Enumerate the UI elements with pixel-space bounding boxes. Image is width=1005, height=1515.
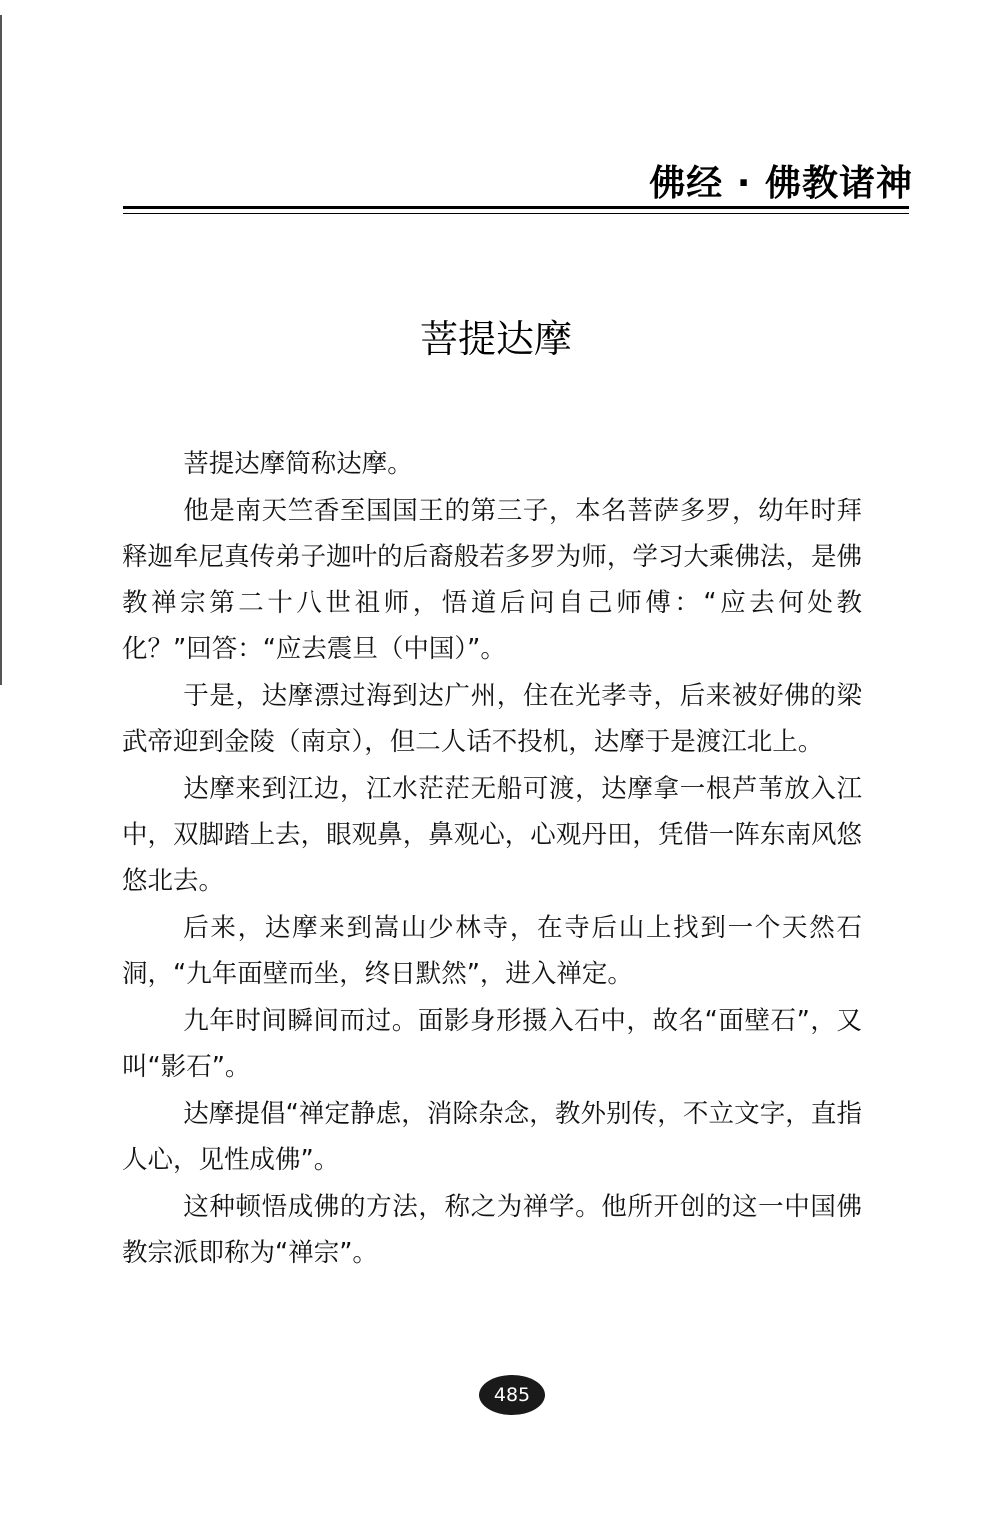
paragraph: 菩提达摩简称达摩。 <box>183 449 413 479</box>
paragraph: 九年时间瞬间而过。面影身形摄入石中，故名“面壁石”，又叫“影石”。 <box>122 1006 862 1082</box>
paragraph: 达摩提倡“禅定静虑，消除杂念，教外别传，不立文字，直指人心，见性成佛”。 <box>122 1099 862 1175</box>
page-number-badge: 485 <box>479 1375 545 1415</box>
paragraph: 他是南天竺香至国国王的第三子，本名菩萨多罗，幼年时拜释迦牟尼真传弟子迦叶的后裔般若多罗为师，学习大乘佛法，是佛教禅宗第二十八世祖师，悟道后问自己师傅：“应去何处教化？”回答：“应去震旦（中国）”。 <box>122 496 862 664</box>
header-rule-thick <box>123 206 909 209</box>
article-body <box>122 441 862 1276</box>
paragraph: 后来，达摩来到嵩山少林寺，在寺后山上找到一个天然石洞，“九年面壁而坐，终日默然”，进入禅定。 <box>122 913 862 989</box>
paragraph: 这种顿悟成佛的方法，称之为禅学。他所开创的这一中国佛教宗派即称为“禅宗”。 <box>122 1192 862 1268</box>
running-header: 佛经 · 佛教诸神 <box>649 163 913 204</box>
header-rule-thin <box>123 213 909 214</box>
paragraph: 于是，达摩漂过海到达广州，住在光孝寺，后来被好佛的梁武帝迎到金陵（南京），但二人话不投机，达摩于是渡江北上。 <box>122 681 862 757</box>
paragraph: 达摩来到江边，江水茫茫无船可渡，达摩拿一根芦苇放入江中，双脚踏上去，眼观鼻，鼻观心，心观丹田，凭借一阵东南风悠悠北去。 <box>122 774 862 896</box>
article-title: 菩提达摩 <box>419 317 572 361</box>
